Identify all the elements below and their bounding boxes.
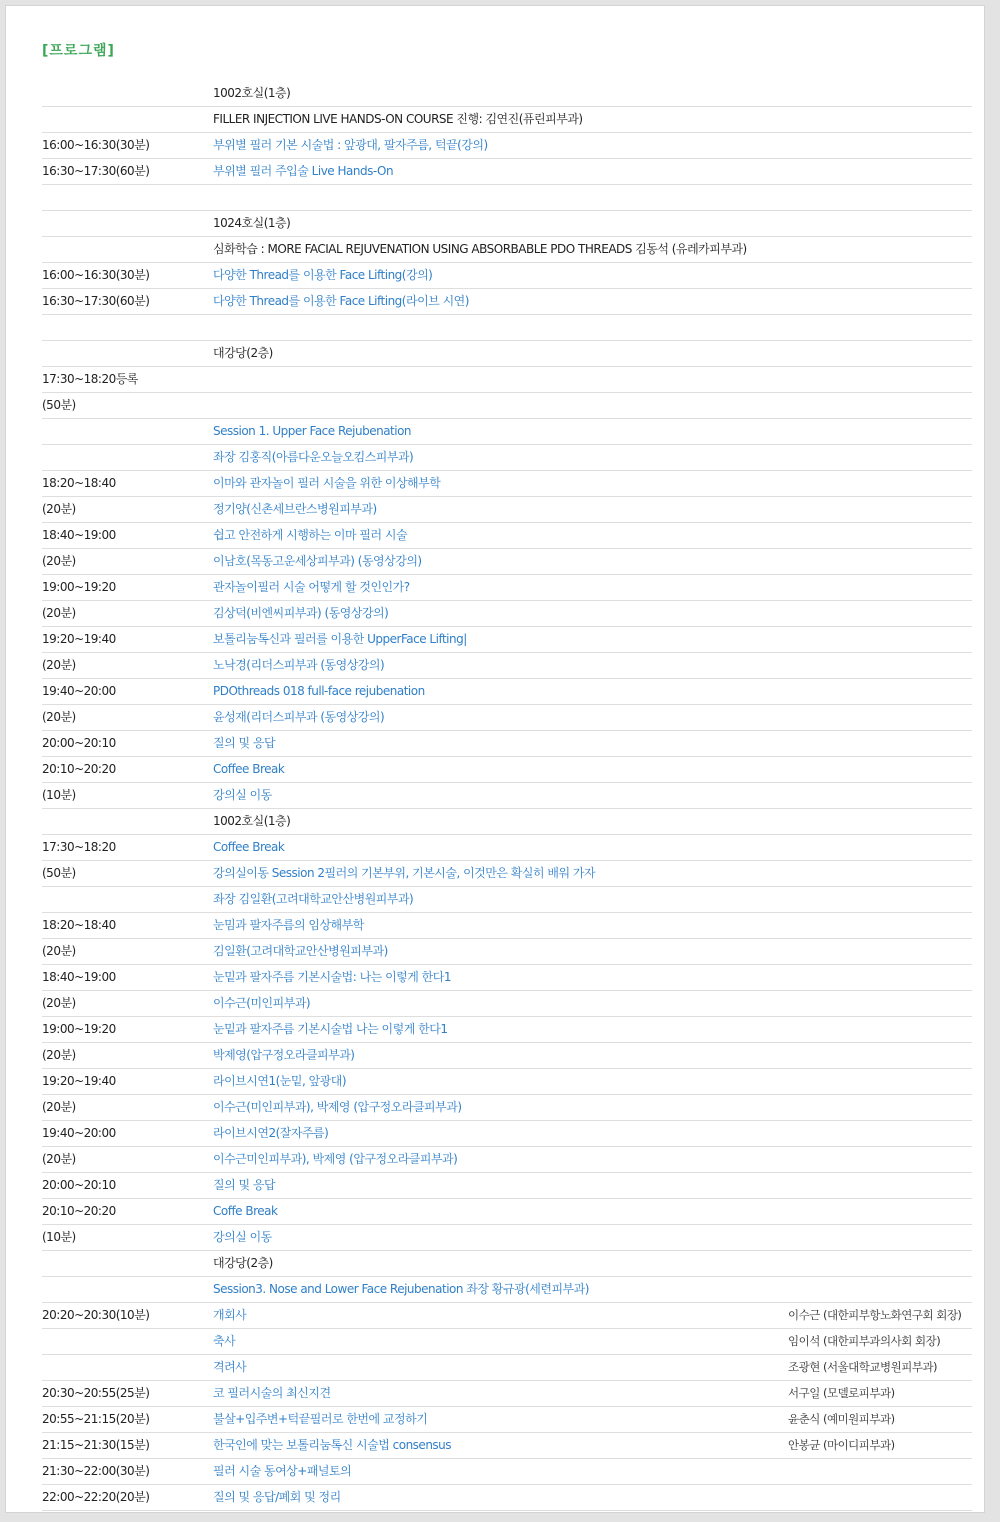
schedule-item: 이수근(미인피부과) [213,996,311,1010]
schedule-time: 16:00~16:30(30분) [42,138,150,152]
program-heading: [프로그램] [42,43,115,59]
schedule-item: 1024호실(1층) [213,216,291,230]
schedule-row [42,393,972,419]
schedule-row [42,1381,972,1407]
schedule-item: 이마와 관자놀이 필러 시술을 위한 이상해부학 [213,476,441,490]
schedule-item: 필러 시술 동여상+패널토의 [213,1464,352,1478]
schedule-time: (50분) [42,398,76,412]
schedule-row [42,809,972,835]
schedule-row [42,1407,972,1433]
schedule-row [42,835,972,861]
schedule-row [42,107,972,133]
program-schedule-table [42,81,972,1511]
schedule-row [42,523,972,549]
schedule-time: (50분) [42,866,76,880]
schedule-time: 20:55~21:15(20분) [42,1412,150,1426]
schedule-item: 쉽고 안전하게 시행하는 이마 필러 시술 [213,528,408,542]
schedule-row [42,991,972,1017]
schedule-time: 18:40~19:00 [42,970,116,984]
schedule-time: 19:40~20:00 [42,1126,116,1140]
schedule-time: 18:20~18:40 [42,918,116,932]
schedule-item: 좌장 김홍직(아름다운오늘오킴스피부과) [213,450,414,464]
schedule-row [42,1329,972,1355]
schedule-speaker: 안봉균 (마이디피부과) [788,1438,895,1452]
schedule-time: (20분) [42,658,76,672]
schedule-time: 19:40~20:00 [42,684,116,698]
schedule-time: (20분) [42,1100,76,1114]
schedule-item: 부위별 필러 기본 시술법 : 앞광대, 팔자주름, 턱끝(강의) [213,138,488,152]
schedule-item: 다양한 Thread를 이용한 Face Lifting(라이브 시연) [213,294,469,308]
schedule-time: 19:20~19:40 [42,632,116,646]
schedule-row [42,185,972,211]
schedule-row [42,705,972,731]
schedule-item: 좌장 김일환(고려대학교안산병원피부과) [213,892,414,906]
schedule-item: 보톨리눔톡신과 필러를 이용한 UpperFace Lifting| [213,632,467,646]
schedule-item: 김상덕(비엔씨피부과) (동영상강의) [213,606,389,620]
schedule-item: 윤성재(리더스피부과 (동영상강의) [213,710,385,724]
schedule-time: 17:30~18:20등록 [42,372,138,386]
schedule-item: 라이브시연2(잘자주름) [213,1126,329,1140]
schedule-item: 1002호실(1층) [213,814,291,828]
schedule-row [42,1199,972,1225]
schedule-time: (20분) [42,944,76,958]
schedule-row [42,211,972,237]
schedule-item: Session 1. Upper Face Rejubenation [213,424,412,438]
schedule-row [42,731,972,757]
schedule-row [42,575,972,601]
schedule-time: 20:10~20:20 [42,762,116,776]
schedule-item: Coffee Break [213,840,285,854]
schedule-item: 박제영(압구정오라클피부과) [213,1048,355,1062]
schedule-row [42,861,972,887]
schedule-row [42,367,972,393]
schedule-item: 강의실이동 Session 2필러의 기본부위, 기본시술, 이것만은 확실히 배워 가자 [213,866,596,880]
schedule-row [42,1251,972,1277]
schedule-item: 개회사 [213,1308,247,1322]
schedule-time: 19:20~19:40 [42,1074,116,1088]
schedule-time: (20분) [42,1048,76,1062]
schedule-speaker: 임이석 (대한피부과의사회 회장) [788,1334,941,1348]
schedule-item: 라이브시연1(눈밑, 앞광대) [213,1074,347,1088]
schedule-row [42,237,972,263]
schedule-row [42,1173,972,1199]
schedule-row [42,757,972,783]
schedule-time: 16:00~16:30(30분) [42,268,150,282]
schedule-row [42,1303,972,1329]
schedule-speaker: 조광현 (서울대학교병원피부과) [788,1360,938,1374]
schedule-item: FILLER INJECTION LIVE HANDS-ON COURSE 진행: 김연진(퓨린피부과) [213,112,583,126]
schedule-time: 18:20~18:40 [42,476,116,490]
schedule-speaker: 이수근 (대한피부항노화연구회 회장) [788,1308,962,1322]
schedule-item: 부위별 필러 주입술 Live Hands-On [213,164,394,178]
schedule-row [42,1459,972,1485]
schedule-item: 다양한 Thread를 이용한 Face Lifting(강의) [213,268,433,282]
schedule-time: (10분) [42,788,76,802]
schedule-row [42,289,972,315]
schedule-item: 대강당(2층) [213,346,273,360]
schedule-time: 20:10~20:20 [42,1204,116,1218]
schedule-item: 질의 및 응답 [213,1178,276,1192]
schedule-item: 노낙경(리더스피부과 (동영상강의) [213,658,385,672]
schedule-item: 축사 [213,1334,236,1348]
schedule-row [42,549,972,575]
schedule-row [42,341,972,367]
schedule-item: 강의실 이동 [213,788,272,802]
schedule-row [42,497,972,523]
schedule-row [42,1485,972,1511]
schedule-item: 이수근미인피부과), 박제영 (압구정오라클피부과) [213,1152,458,1166]
schedule-item: 이수근(미인피부과), 박제영 (압구정오라클피부과) [213,1100,462,1114]
schedule-item: 김일환(고려대학교안산병원피부과) [213,944,388,958]
schedule-row [42,1043,972,1069]
schedule-item: 눈밑과 팔자주름 기본시술법: 나는 이렇게 한다1 [213,970,451,984]
schedule-row [42,627,972,653]
schedule-item: 관자놀이필러 시술 어떻게 할 것인인가? [213,580,410,594]
schedule-row [42,653,972,679]
schedule-time: (20분) [42,502,76,516]
schedule-item: 한국인에 맞는 보톨리눔톡신 시술법 consensus [213,1438,452,1452]
schedule-row [42,1433,972,1459]
schedule-item: 이남호(목동고운세상피부과) (동영상강의) [213,554,422,568]
schedule-time: (10분) [42,1230,76,1244]
schedule-item: 눈밑과 팔자주름 기본시술법 나는 이렇게 한다1 [213,1022,448,1036]
schedule-row [42,1095,972,1121]
schedule-item: Coffee Break [213,762,285,776]
schedule-row [42,263,972,289]
schedule-row [42,887,972,913]
schedule-row [42,1225,972,1251]
schedule-row [42,1147,972,1173]
schedule-row [42,419,972,445]
schedule-item: 대강당(2층) [213,1256,273,1270]
program-panel [5,5,985,1513]
schedule-time: 21:15~21:30(15분) [42,1438,150,1452]
schedule-time: (20분) [42,996,76,1010]
schedule-time: (20분) [42,606,76,620]
schedule-time: 16:30~17:30(60분) [42,294,150,308]
schedule-row [42,445,972,471]
schedule-row [42,1355,972,1381]
schedule-row [42,1017,972,1043]
schedule-item: Coffe Break [213,1204,278,1218]
schedule-row [42,159,972,185]
schedule-row [42,315,972,341]
schedule-row [42,1121,972,1147]
schedule-time: 19:00~19:20 [42,580,116,594]
schedule-item: 강의실 이동 [213,1230,272,1244]
schedule-time: (20분) [42,1152,76,1166]
schedule-item: 정기양(신촌세브란스병원피부과) [213,502,377,516]
schedule-item: 불살+입주변+턱끝필러로 한번에 교정하기 [213,1412,428,1426]
schedule-item: 코 필러시술의 최신지견 [213,1386,331,1400]
schedule-time: 22:00~22:20(20분) [42,1490,150,1504]
schedule-time: 21:30~22:00(30분) [42,1464,150,1478]
schedule-time: 20:20~20:30(10분) [42,1308,150,1322]
schedule-time: (20분) [42,554,76,568]
schedule-item: 1002호실(1층) [213,86,291,100]
schedule-time: 20:00~20:10 [42,1178,116,1192]
schedule-item: PDOthreads 018 full-face rejubenation [213,684,425,698]
schedule-row [42,965,972,991]
schedule-row [42,81,972,107]
schedule-time: 20:00~20:10 [42,736,116,750]
schedule-item: 눈밈과 팔자주름의 임상해부학 [213,918,364,932]
schedule-time: 20:30~20:55(25분) [42,1386,150,1400]
schedule-row [42,783,972,809]
schedule-time: 17:30~18:20 [42,840,116,854]
schedule-row [42,939,972,965]
schedule-row [42,679,972,705]
schedule-time: 16:30~17:30(60분) [42,164,150,178]
schedule-item: Session3. Nose and Lower Face Rejubenation 좌장 황규광(세련피부과) [213,1282,589,1296]
schedule-item: 질의 및 응답/폐회 및 정리 [213,1490,341,1504]
schedule-time: 18:40~19:00 [42,528,116,542]
schedule-item: 격려사 [213,1360,247,1374]
schedule-row [42,133,972,159]
schedule-speaker: 서구일 (모델로피부과) [788,1386,895,1400]
schedule-item: 질의 및 응답 [213,736,276,750]
schedule-time: (20분) [42,710,76,724]
schedule-row [42,1277,972,1303]
schedule-speaker: 윤춘식 (예미원피부과) [788,1412,895,1426]
schedule-row [42,471,972,497]
schedule-row [42,601,972,627]
schedule-time: 19:00~19:20 [42,1022,116,1036]
schedule-item: 심화학습 : MORE FACIAL REJUVENATION USING ABSORBABLE PDO THREADS 김동석 (유레카피부과) [213,242,747,256]
schedule-row [42,913,972,939]
schedule-row [42,1069,972,1095]
